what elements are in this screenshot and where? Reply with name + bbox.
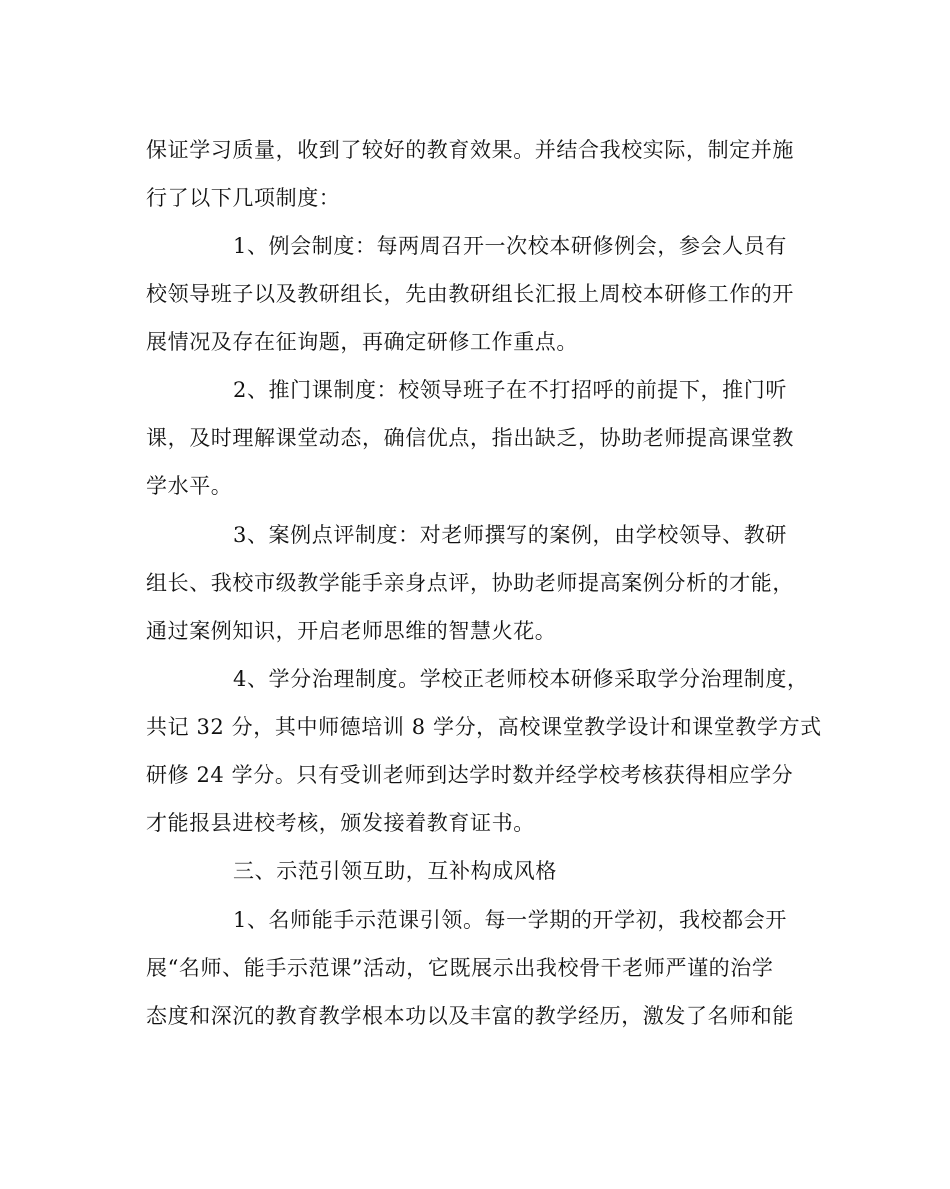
text-line: 4、学分治理制度。学校正老师校本研修采取学分治理制度， <box>233 667 809 691</box>
text-line: 校领导班子以及教研组长，先由教研组长汇报上周校本研修工作的开 <box>146 282 794 306</box>
text-line: 1、例会制度：每两周召开一次校本研修例会，参会人员有 <box>233 234 787 258</box>
text-line: 学水平。 <box>146 474 233 498</box>
text-line: 通过案例知识，开启老师思维的智慧火花。 <box>146 619 557 643</box>
text-line: 1、名师能手示范课引领。每一学期的开学初，我校都会开 <box>233 908 787 932</box>
text-line: 保证学习质量，收到了较好的教育效果。并结合我校实际，制定并施 <box>146 138 794 162</box>
text-line: 展情况及存在征询题，再确定研修工作重点。 <box>146 330 578 354</box>
section-heading: 三、示范引领互助，互补构成风格 <box>233 859 557 883</box>
text-line: 2、推门课制度：校领导班子在不打招呼的前提下，推门听 <box>233 378 787 402</box>
text-line: 组长、我校市级教学能手亲身点评，协助老师提高案例分析的才能， <box>146 571 794 595</box>
text-line: 态度和深沉的教育教学根本功以及丰富的教学经历，激发了名师和能 <box>146 1004 794 1028</box>
text-line: 才能报县进校考核，颁发接着教育证书。 <box>146 811 535 835</box>
text-line: 3、案例点评制度：对老师撰写的案例，由学校领导、教研 <box>233 523 787 547</box>
text-line: 共记 32 分，其中师德培训 8 学分，高校课堂教学设计和课堂教学方式 <box>146 715 822 739</box>
text-line: 行了以下几项制度： <box>146 186 341 210</box>
text-line: 课，及时理解课堂动态，确信优点，指出缺乏，协助老师提高课堂教 <box>146 426 794 450</box>
text-line: 展“名师、能手示范课”活动，它既展示出我校骨干老师严谨的治学 <box>146 956 774 980</box>
text-line: 研修 24 学分。只有受训老师到达学时数并经学校考核获得相应学分 <box>146 763 794 787</box>
